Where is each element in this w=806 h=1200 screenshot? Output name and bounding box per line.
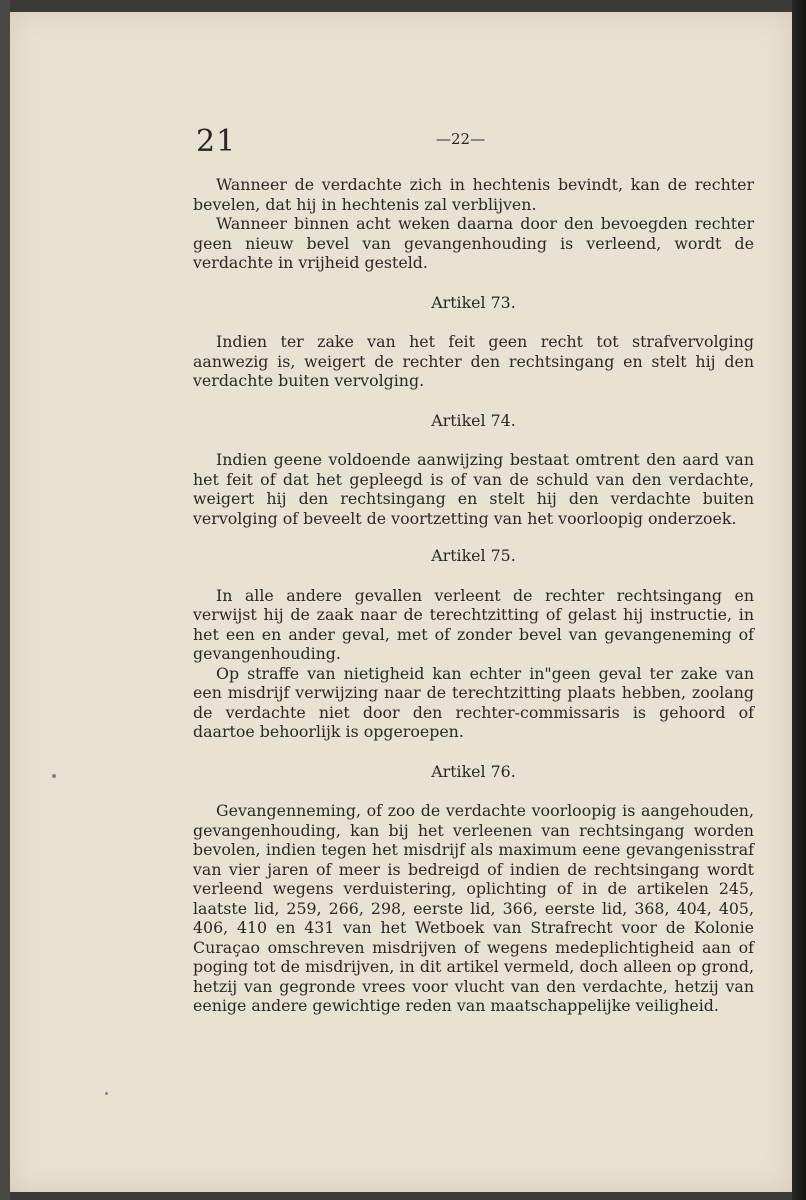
paragraph: Wanneer binnen acht weken daarna door den bevoegden rechter geen nieuw bevel van gevangenhouding is verleend, wordt de verdachte in vrijheid gesteld. xyxy=(193,214,754,272)
paragraph: Indien ter zake van het feit geen recht tot strafvervolging aanwezig is, weigert de rechter den rechtsingang en stelt hij den verdachte buiten vervolging. xyxy=(193,332,754,390)
paper-speck xyxy=(105,1092,108,1095)
article-heading: Artikel 73. xyxy=(431,292,516,312)
paragraph: In alle andere gevallen verleent de rechter rechtsingang en verwijst hij de zaak naar de terechtzitting of gelast hij instructie, in het een en ander geval, met of zonder bevel van gevangeneming of gevangenhouding. xyxy=(193,585,754,663)
article-heading: Artikel 74. xyxy=(431,410,516,430)
page-number: —22— xyxy=(436,130,486,148)
article-heading: Artikel 76. xyxy=(431,761,516,781)
paper-speck xyxy=(52,774,56,778)
page-edge xyxy=(0,0,10,1200)
article-heading: Artikel 75. xyxy=(431,546,516,565)
folio-number: 21 xyxy=(196,124,237,159)
paragraph: Op straffe van nietigheid kan echter in"geen geval ter zake van een misdrijf verwijzing naar de terechtzitting plaats hebben, zoolang de verdachte niet door den rechter-commissaris is gehoord of daartoe behoorlijk is opgeroepen. xyxy=(193,663,754,741)
body-text xyxy=(193,175,754,1016)
book-binding xyxy=(792,0,806,1200)
paragraph: Wanneer de verdachte zich in hechtenis bevindt, kan de rechter bevelen, dat hij in hechtenis zal verblijven. xyxy=(193,175,754,214)
paragraph: Indien geene voldoende aanwijzing bestaat omtrent den aard van het feit of dat het gepleegd is of van de schuld van den verdachte, weigert hij den rechtsingang en stelt hij den verdachte buiten vervolging of beveelt de voortzetting van het voorloopig onderzoek. xyxy=(193,450,754,528)
paragraph: Gevangenneming, of zoo de verdachte voorloopig is aangehouden, gevangenhouding, kan bij het verleenen van rechtsingang worden bevolen, indien tegen het misdrijf als maximum eene gevangenisstraf van vier jaren of meer is bedreigd of indien de rechtsingang wordt verleend wegens verduistering, oplichting of in de artikelen 245, laatste lid, 259, 266, 298, eerste lid, 366, eerste lid, 368, 404, 405, 406, 410 en 431 van het Wetboek van Strafrecht voor de Kolonie Curaçao omschreven misdrijven of wegens medeplichtigheid aan of poging tot de misdrijven, in dit artikel vermeld, doch alleen op grond, hetzij van gegronde vrees voor vlucht van den verdachte, hetzij van eenige andere gewichtige reden van maatschappelijke veiligheid. xyxy=(193,801,754,1015)
